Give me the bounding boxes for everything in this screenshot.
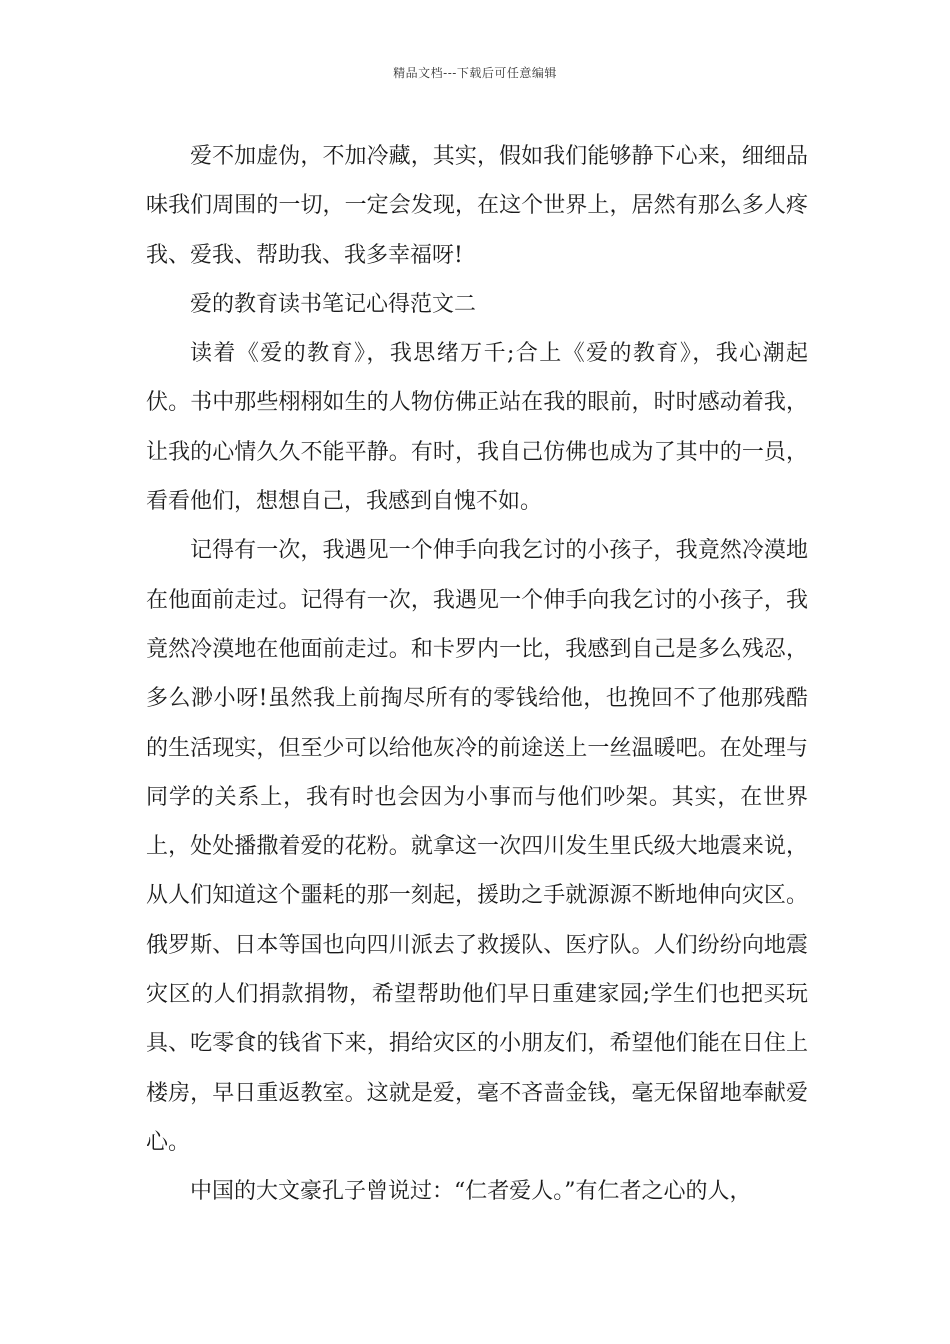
paragraph-1: 爱不加虚伪，不加冷藏，其实，假如我们能够静下心来，细细品味我们周围的一切，一定会发现，在这个世界上，居然有那么多人疼我、爱我、帮助我、我多幸福呀! (146, 144, 808, 268)
paragraph-4: 中国的大文豪孔子曾说过：“仁者爱人。”有仁者之心的人， (190, 1179, 752, 1205)
section-heading: 爱的教育读书笔记心得范文二 (190, 291, 477, 317)
paragraph-2: 读着《爱的教育》，我思绪万千;合上《爱的教育》，我心潮起伏。书中那些栩栩如生的人物仿佛正站在我的眼前，时时感动着我，让我的心情久久不能平静。有时，我自己仿佛也成为了其中的一员，看看他们，想想自己，我感到自愧不如。 (146, 341, 808, 515)
document-body (146, 132, 808, 1217)
page-header: 精品文档---下载后可任意编辑 (393, 66, 557, 80)
paragraph-3: 记得有一次，我遇见一个伸手向我乞讨的小孩子，我竟然冷漠地在他面前走过。记得有一次，我遇见一个伸手向我乞讨的小孩子，我竟然冷漠地在他面前走过。和卡罗内一比，我感到自己是多么残忍，多么渺小呀!虽然我上前掏尽所有的零钱给他，也挽回不了他那残酷的生活现实，但至少可以给他灰冷的前途送上一丝温暖吧。在处理与同学的关系上，我有时也会因为小事而与他们吵架。其实，在世界上，处处播撒着爱的花粉。就拿这一次四川发生里氏级大地震来说，从人们知道这个噩耗的那一刻起，援助之手就源源不断地伸向灾区。俄罗斯、日本等国也向四川派去了救援队、医疗队。人们纷纷向地震灾区的人们捐款捐物，希望帮助他们早日重建家园;学生们也把买玩具、吃零食的钱省下来，捐给灾区的小朋友们，希望他们能在日住上楼房，早日重返教室。这就是爱，毫不吝啬金钱，毫无保留地奉献爱心。 (146, 538, 808, 1155)
